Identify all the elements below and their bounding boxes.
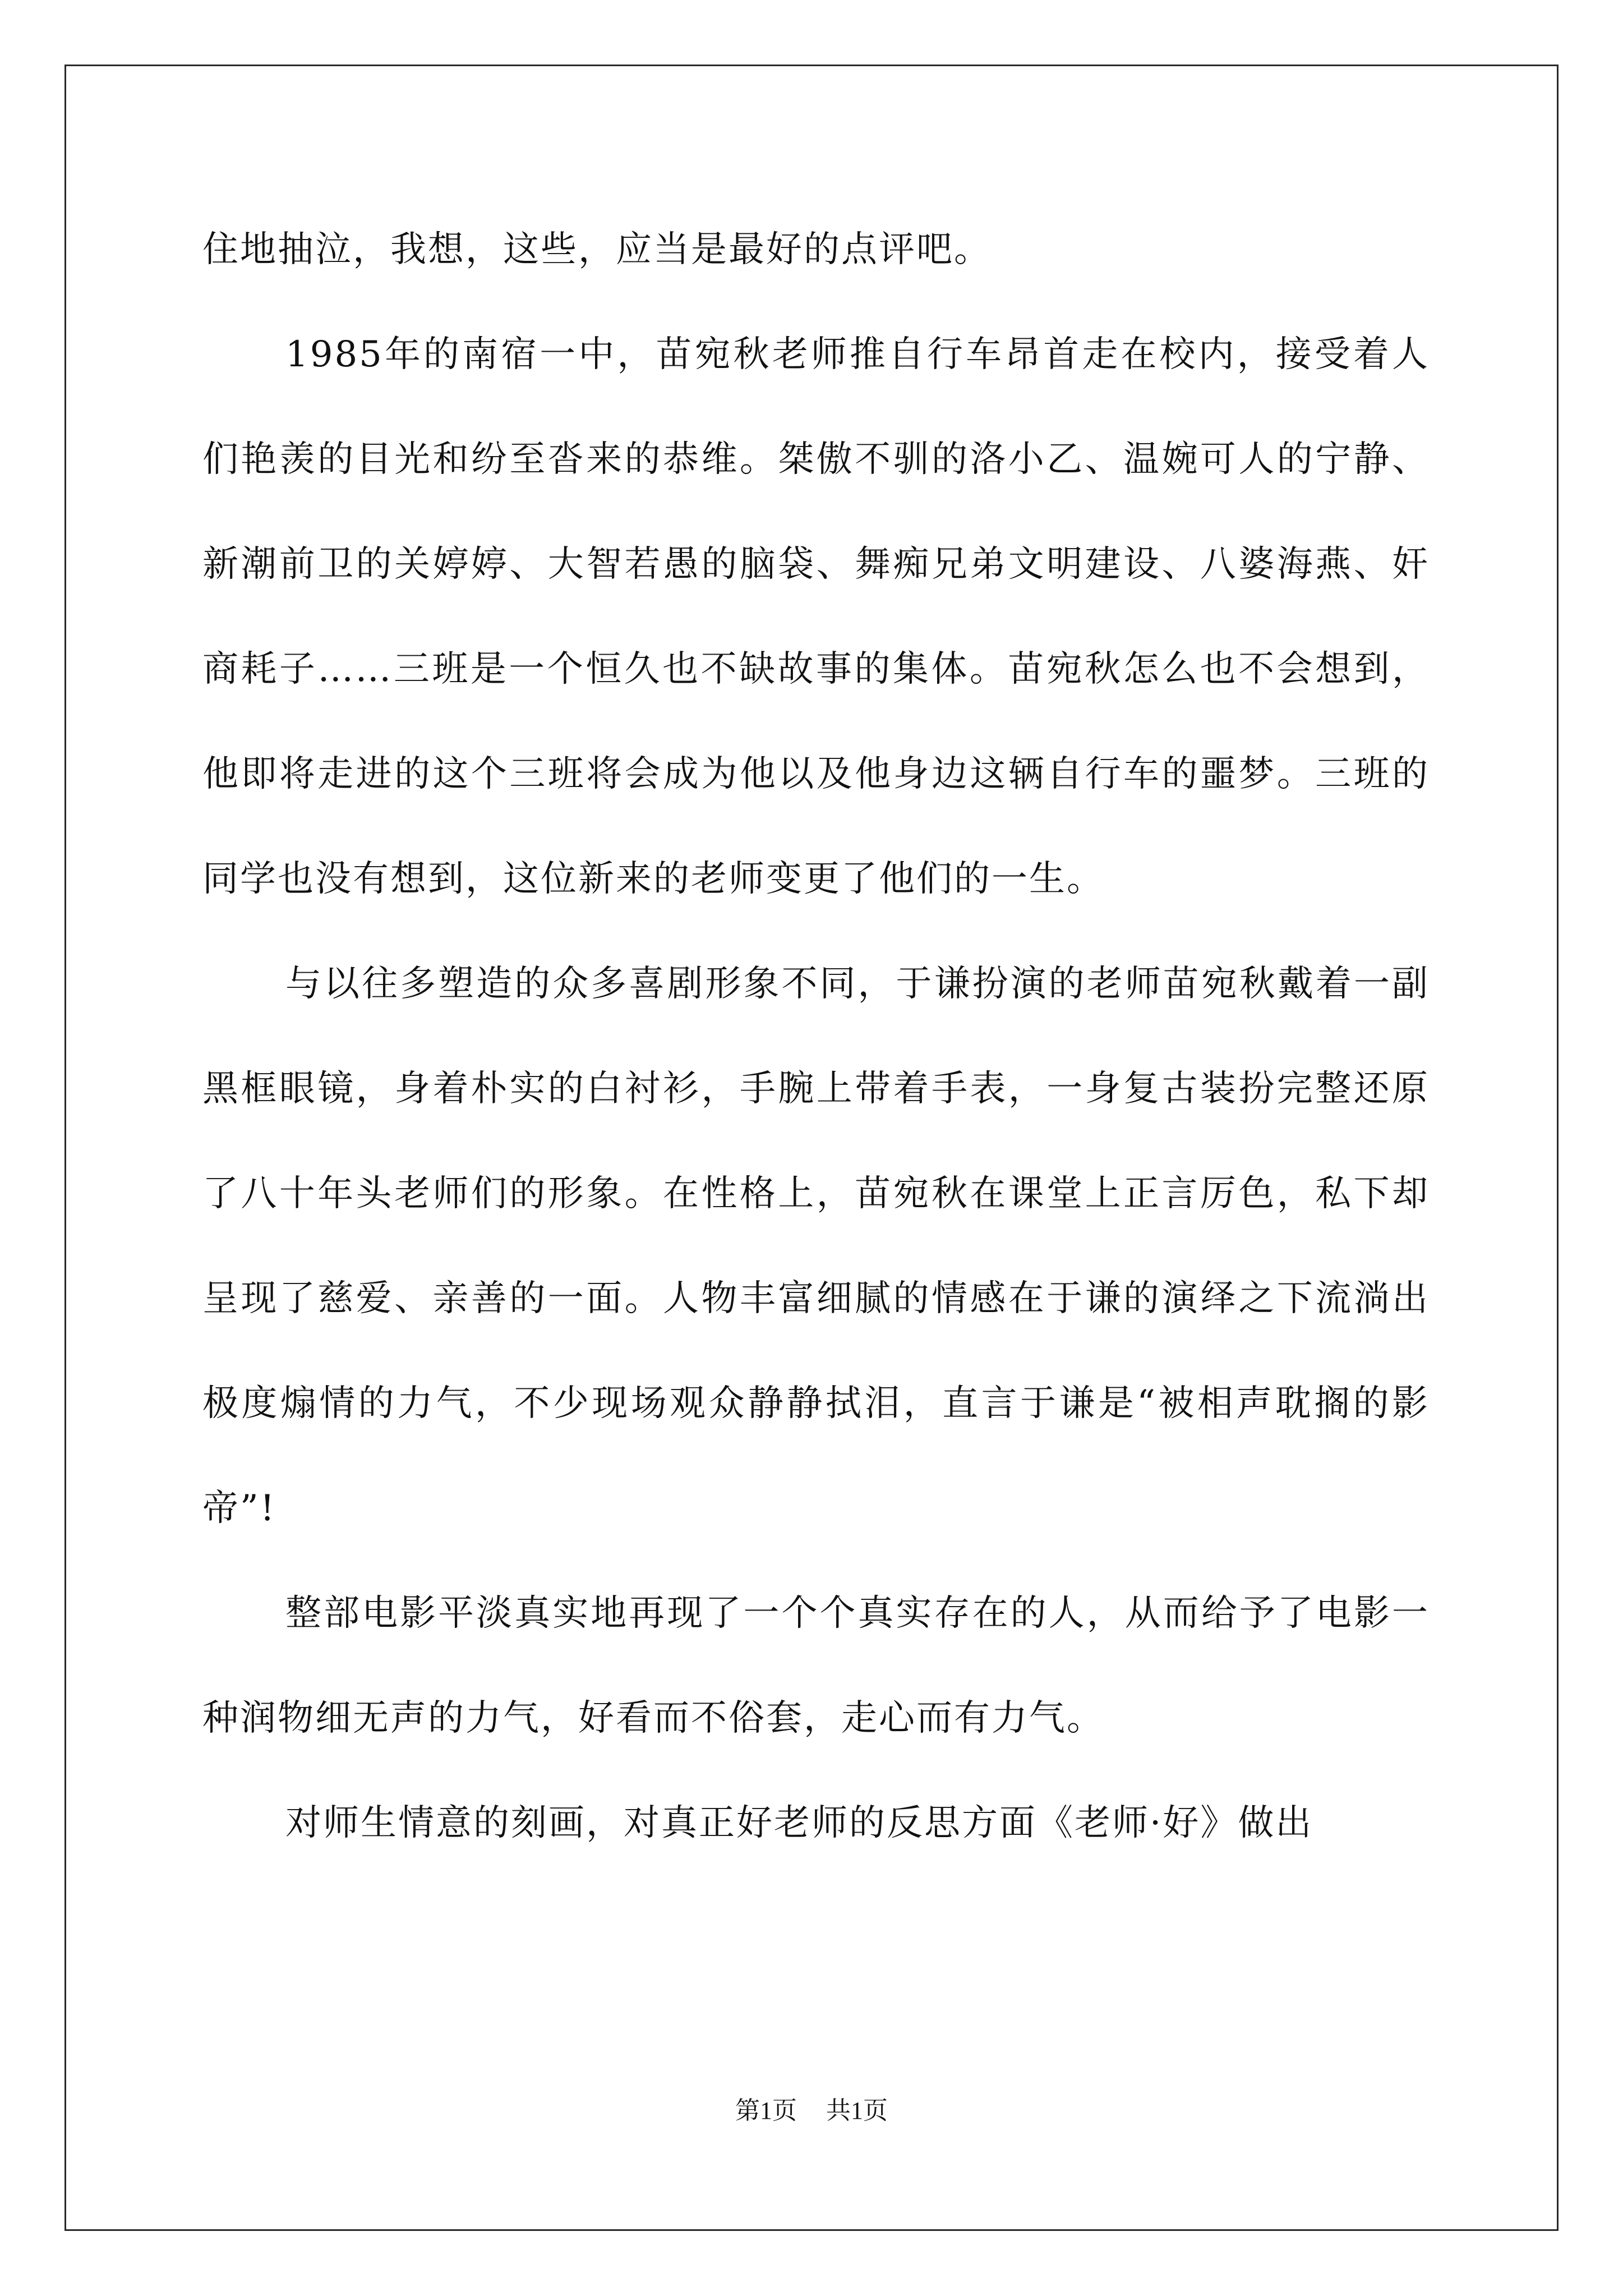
page-number: 第1页 — [735, 2097, 797, 2124]
paragraph-4: 整部电影平淡真实地再现了一个个真实存在的人，从而给予了电影一种润物细无声的力气，好看而不俗套，走心而有力气。 — [202, 1593, 1430, 1739]
paragraph-5: 对师生情意的刻画，对真正好老师的反思方面《老师·好》做出 — [285, 1802, 1313, 1844]
paragraph-3: 与以往多塑造的众多喜剧形象不同，于谦扮演的老师苗宛秋戴着一副黑框眼镜，身着朴实的白衬衫，手腕上带着手表，一身复古装扮完整还原了八十年头老师们的形象。在性格上，苗宛秋在课堂上正言厉色，私下却呈现了慈爱、亲善的一面。人物丰富细腻的情感在于谦的演绎之下流淌出极度煽情的力气，不少现场观众静静拭泪，直言于谦是“被相声耽搁的影帝”! — [202, 963, 1430, 1529]
page-total: 共1页 — [826, 2097, 888, 2124]
paragraph-2: 1985年的南宿一中，苗宛秋老师推自行车昂首走在校内，接受着人们艳羡的目光和纷至沓来的恭维。桀傲不驯的洛小乙、温婉可人的宁静、新潮前卫的关婷婷、大智若愚的脑袋、舞痴兄弟文明建设、八婆海燕、奸商耗子……三班是一个恒久也不缺故事的集体。苗宛秋怎么也不会想到，他即将走进的这个三班将会成为他以及他身边这辆自行车的噩梦。三班的同学也没有想到，这位新来的老师变更了他们的一生。 — [202, 334, 1430, 900]
document-body — [202, 197, 1430, 1876]
paragraph-1: 住地抽泣，我想，这些，应当是最好的点评吧。 — [202, 229, 992, 270]
page-footer — [0, 2090, 1623, 2126]
